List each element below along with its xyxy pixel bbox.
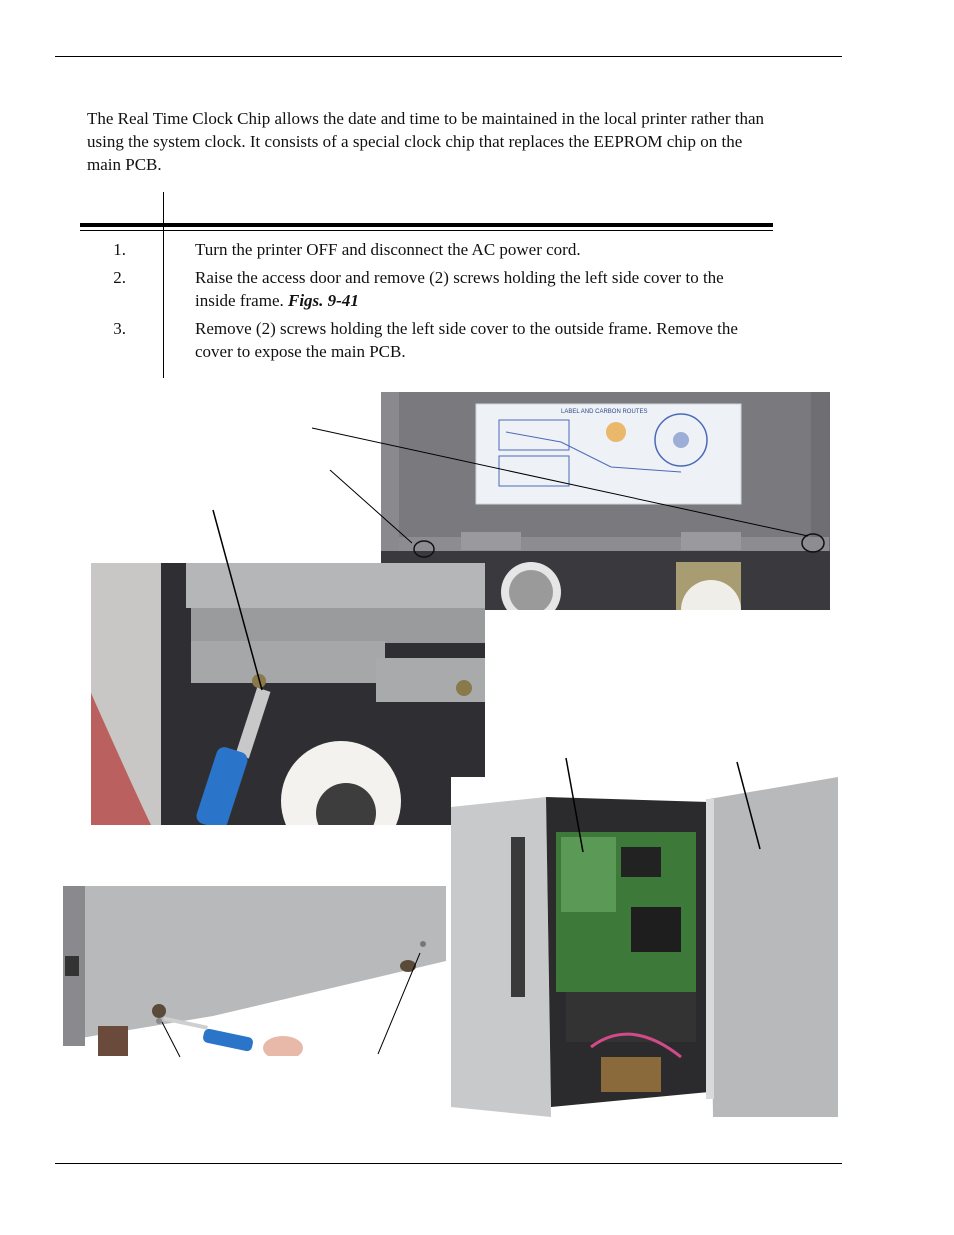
step-number: 1. <box>113 240 126 259</box>
step-text-body: Raise the access door and remove (2) screws holding the left side cover to the inside frame. <box>195 268 724 310</box>
callout-line <box>566 758 583 852</box>
step-number: 3. <box>113 319 126 338</box>
figure-reference: Figs. 9-41 <box>288 291 359 310</box>
step-text-body: Turn the printer OFF and disconnect the AC power cord. <box>195 240 581 259</box>
step-text-body: Remove (2) screws holding the left side cover to the outside frame. Remove the cover to expose the main PCB. <box>195 319 738 361</box>
intro-paragraph: The Real Time Clock Chip allows the date and time to be maintained in the local printer rather than using the system clock. It consists of a special clock chip that replaces the EEPROM chip on the main PCB. <box>87 109 764 174</box>
callout-line <box>213 510 262 690</box>
callout-line <box>330 470 412 543</box>
callout-line <box>378 953 420 1054</box>
step-number: 2. <box>113 268 126 287</box>
callout-line <box>162 1022 180 1057</box>
label-route-chart-title: LABEL AND CARBON ROUTES <box>561 409 648 415</box>
footer-rule <box>55 1163 842 1164</box>
callout-line <box>737 762 760 849</box>
